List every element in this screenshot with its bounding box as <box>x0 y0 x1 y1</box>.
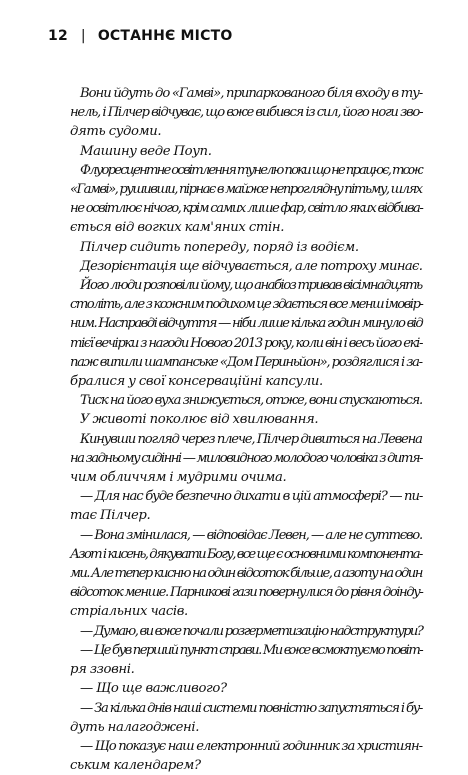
text-line: Вони йдуть до «Гамві», припаркованого біля входу в ту- <box>80 86 423 101</box>
text-line: дять судоми. <box>70 124 162 140</box>
text-line: Азот і кисень, дякувати Богу, все ще є основними компонента- <box>70 546 422 562</box>
text-line: ється від вогких кам'яних стін. <box>70 220 285 236</box>
text-line: ським календарем? <box>70 758 201 774</box>
text-line: Його люди розповіли йому, що анабіоз тривав вісімнадцять <box>80 278 422 294</box>
text-line: ним. Насправді відчуття — ніби лише кілька годин минуло від <box>70 316 423 332</box>
running-head <box>48 28 232 44</box>
paragraph <box>70 142 422 161</box>
paragraph <box>70 699 422 737</box>
text-line: тієї вечірки з нагоди Нового 2013 року, коли він і весь його екі- <box>70 335 423 351</box>
text-line: Флуоресцентне освітлення тунелю поки що не працює, тож <box>80 162 422 178</box>
text-line: нель, і Пілчер відчуває, що вже вибився із сил, його ноги зво- <box>70 105 423 121</box>
text-line: бралися у свої консерваційні капсули. <box>70 374 323 390</box>
text-line: — Що показує наш електронний годинник за християн- <box>80 738 422 754</box>
paragraph <box>70 161 422 238</box>
header-separator: | <box>80 28 86 44</box>
text-line: — Думаю, ви вже почали розгерметизацію надструктури? <box>80 623 423 639</box>
text-line: Тиск на його вуха знижується, отже, вони спускаються. <box>80 393 422 409</box>
page-number: 12 <box>48 28 68 44</box>
paragraph <box>70 430 422 488</box>
paragraph <box>70 410 422 429</box>
paragraph <box>70 622 422 641</box>
text-line: «Гамві», рушивши, пірнає в майже непроглядну пітьму, шлях <box>70 182 422 198</box>
text-line: тає Пілчер. <box>70 508 151 524</box>
paragraph <box>70 257 422 276</box>
paragraph <box>70 526 422 622</box>
text-line: — Що ще важливого? <box>80 681 227 697</box>
paragraph <box>70 391 422 410</box>
paragraph <box>70 679 422 698</box>
text-line: — Це був перший пункт справи. Ми вже всмоктуємо повіт- <box>80 642 423 658</box>
text-line: — Вона змінилася, — відповідає Левен, — але не суттєво. <box>80 527 422 543</box>
paragraph <box>70 737 422 775</box>
text-line: Кинувши погляд через плече, Пілчер дивиться на Левена <box>80 431 422 447</box>
text-line: У животі поколює від хвилювання. <box>80 412 319 428</box>
text-line: паж випили шампанське «Дом Периньйон», роздяглися і за- <box>70 354 422 370</box>
text-line: на задньому сидінні — миловидного молодого чоловіка з дитя- <box>70 450 422 466</box>
text-line: відсоток менше. Парникові гази повернулися до рівня доінду- <box>70 585 423 601</box>
text-line: Машину веде Поуп. <box>80 143 212 159</box>
text-line: чим обличчям і мудрими очима. <box>70 470 287 486</box>
paragraph <box>70 238 422 257</box>
paragraph <box>70 641 422 679</box>
text-line: дуть налагоджені. <box>70 719 200 735</box>
paragraph <box>70 84 422 142</box>
text-line: не освітлює нічого, крім самих лише фар, світло яких відбива- <box>70 201 423 217</box>
text-line: — Для нас буде безпечно дихати в цій атмосфері? — пи- <box>80 489 423 505</box>
text-line: Пілчер сидить попереду, поряд із водієм. <box>80 239 359 255</box>
text-line: Дезорієнтація ще відчувається, але потроху минає. <box>80 258 423 274</box>
text-line: ми. Але тепер кисню на один відсоток більше, а азоту на один <box>70 566 422 582</box>
text-line: ря ззовні. <box>70 662 135 678</box>
paragraph <box>70 487 422 525</box>
text-line: століть, але з кожним подихом це здається все менш імовір- <box>70 297 423 313</box>
paragraph <box>70 276 422 391</box>
book-title: ОСТАННЄ МІСТО <box>97 28 233 44</box>
text-line: — За кілька днів наші системи повністю запустяться і бу- <box>80 700 423 716</box>
body-text <box>70 84 422 775</box>
text-line: стріальних часів. <box>70 604 188 620</box>
